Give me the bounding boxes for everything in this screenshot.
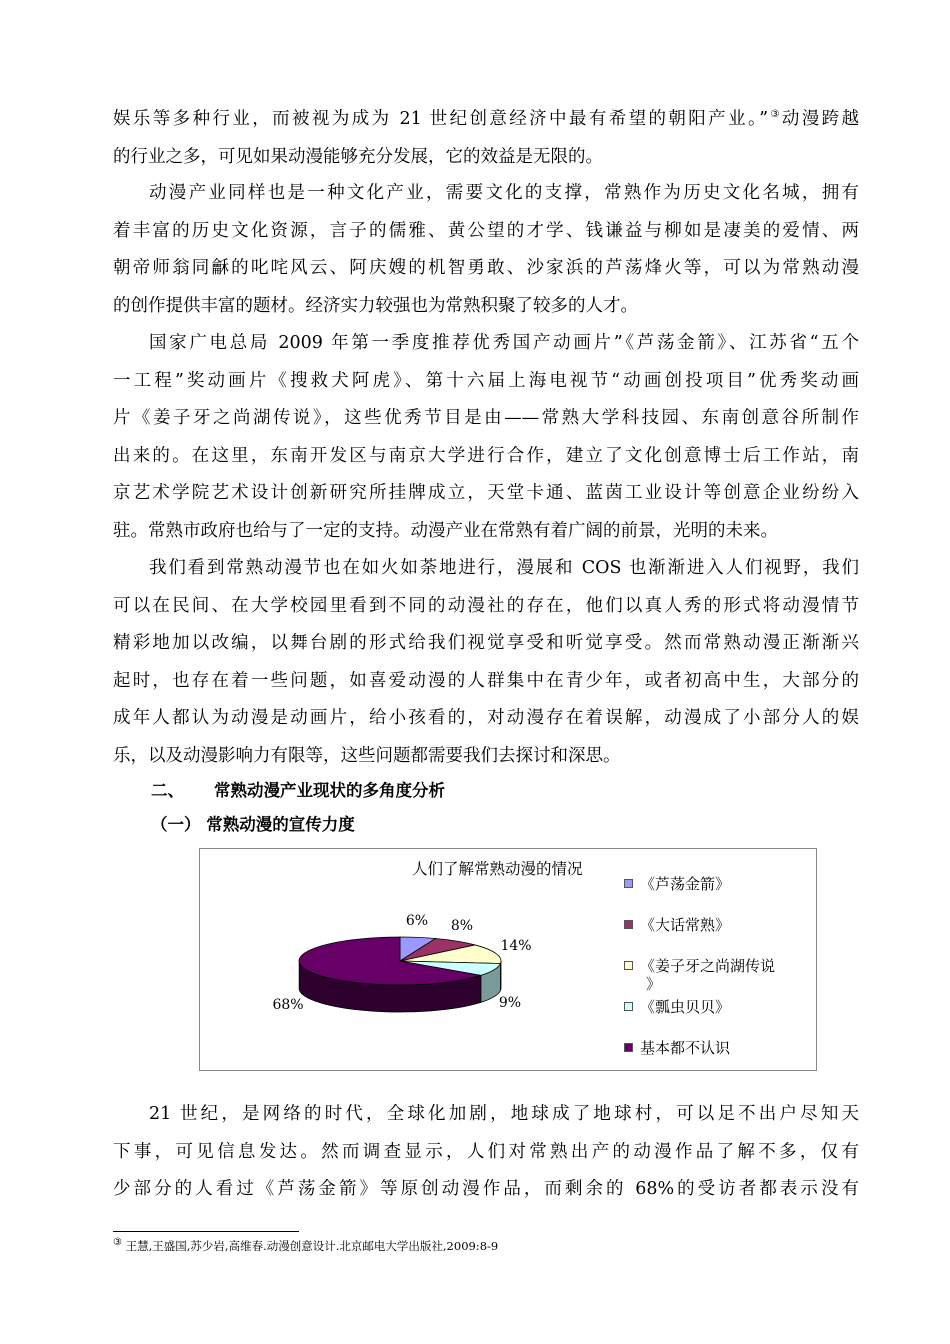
- text-line: 娱乐等多种行业，而被视为成为 21 世纪创意经济中最有希望的朝阳产业。”③动漫跨越: [113, 109, 860, 129]
- paragraph-2: [113, 175, 859, 325]
- section-number: 二、: [151, 781, 184, 800]
- legend-label: 《姜子牙之尚湖传说 》: [640, 957, 776, 993]
- pie-data-label: 14%: [500, 938, 532, 954]
- paragraph-4: [113, 550, 859, 775]
- text-line: 朝帝师翁同龢的叱咤风云、阿庆嫂的机智勇敢、沙家浜的芦荡烽火等，可以为常熟动漫: [113, 258, 859, 278]
- text-line: 下事，可见信息发达。然而调查显示，人们对常熟出产的动漫作品了解不多，仅有: [113, 1141, 859, 1162]
- text-line: 21 世纪，是网络的时代，全球化加剧，地球成了地球村，可以足不出户尽知天: [149, 1104, 859, 1124]
- legend-swatch: [624, 879, 633, 888]
- paragraph-1: [113, 101, 859, 176]
- pie-data-label: 9%: [498, 995, 522, 1011]
- legend-label: 《大话常熟》: [640, 916, 731, 934]
- text-line: 动漫产业同样也是一种文化产业，需要文化的支撑，常熟作为历史文化名城，拥有: [149, 183, 859, 203]
- legend-label: 基本都不认识: [640, 1039, 731, 1057]
- legend-swatch: [624, 1002, 633, 1011]
- paragraph-3: [113, 325, 859, 550]
- text-line: 一工程”奖动画片《搜救犬阿虎》、第十六届上海电视节“动画创投项目”优秀奖动画: [113, 370, 859, 391]
- text-line: 的创作提供丰富的题材。经济实力较强也为常熟积聚了较多的人才。: [113, 295, 638, 316]
- text-line: 片《姜子牙之尚湖传说》，这些优秀节目是由——常熟大学科技园、东南创意谷所制作: [113, 408, 859, 428]
- text-line: 精彩地加以改编，以舞台剧的形式给我们视觉享受和听觉享受。然而常熟动漫正渐渐兴: [113, 633, 859, 653]
- text-line: 驻。常熟市政府也给与了一定的支持。动漫产业在常熟有着广阔的前景，光明的未来。: [113, 520, 778, 541]
- text-line: 着丰富的历史文化资源，言子的儒雅、黄公望的才学、钱谦益与柳如是凄美的爱情、两: [113, 220, 859, 241]
- text-line: 国家广电总局 2009 年第一季度推荐优秀国产动画片”《芦荡金箭》、江苏省“五个: [149, 333, 859, 353]
- text-line: 起时，也存在着一些问题，如喜爱动漫的人群集中在青少年，或者初高中生，大部分的: [113, 670, 859, 691]
- text-line: 可以在民间、在大学校园里看到不同的动漫社的存在，他们以真人秀的形式将动漫情节: [113, 595, 859, 616]
- text-line: 乐，以及动漫影响力有限等，这些问题都需要我们去探讨和深思。: [113, 745, 621, 766]
- pie-data-label: 68%: [272, 997, 304, 1013]
- text-line: 少部分的人看过《芦荡金箭》等原创动漫作品，而剩余的 68%的受访者都表示没有: [113, 1179, 859, 1199]
- legend-label: 《瓢虫贝贝》: [640, 998, 731, 1016]
- text-line: 出来的。在这里，东南开发区与南京大学进行合作，建立了文化创意博士后工作站，南: [113, 445, 859, 466]
- pie-data-label: 6%: [405, 913, 429, 929]
- text-line: 京艺术学院艺术设计创新研究所挂牌成立，天堂卡通、蓝茵工业设计等创意企业纷纷入: [113, 483, 859, 503]
- text-line: 成年人都认为动漫是动画片，给小孩看的，对动漫存在着误解，动漫成了小部分人的娱: [113, 708, 859, 728]
- legend-swatch: [624, 961, 633, 970]
- text-line: 的行业之多，可见如果动漫能够充分发展，它的效益是无限的。: [113, 146, 603, 167]
- section-heading-text: 常熟动漫产业现状的多角度分析: [214, 781, 445, 800]
- paragraph-5: [113, 1096, 859, 1209]
- pie-chart: [199, 848, 817, 1071]
- footnote-mark: ③: [113, 1237, 122, 1249]
- footnote-divider: [113, 1231, 299, 1232]
- subsection-heading: （一） 常熟动漫的宣传力度: [151, 815, 355, 834]
- chart-title: 人们了解常熟动漫的情况: [412, 860, 583, 878]
- pie-data-label: 8%: [450, 918, 474, 934]
- footnote: [113, 1238, 498, 1254]
- legend-label: 《芦荡金箭》: [640, 875, 731, 893]
- text-line: 我们看到常熟动漫节也在如火如荼地进行，漫展和 COS 也渐渐进入人们视野，我们: [149, 558, 859, 578]
- footnote-ref[interactable]: ③: [768, 109, 782, 121]
- section-heading: [151, 777, 184, 801]
- legend-swatch: [624, 1043, 633, 1052]
- footnote-text: 王慧,王盛国,苏少岩,高维春.动漫创意设计.北京邮电大学出版社,2009:8-9: [121, 1239, 499, 1253]
- legend-swatch: [624, 920, 633, 929]
